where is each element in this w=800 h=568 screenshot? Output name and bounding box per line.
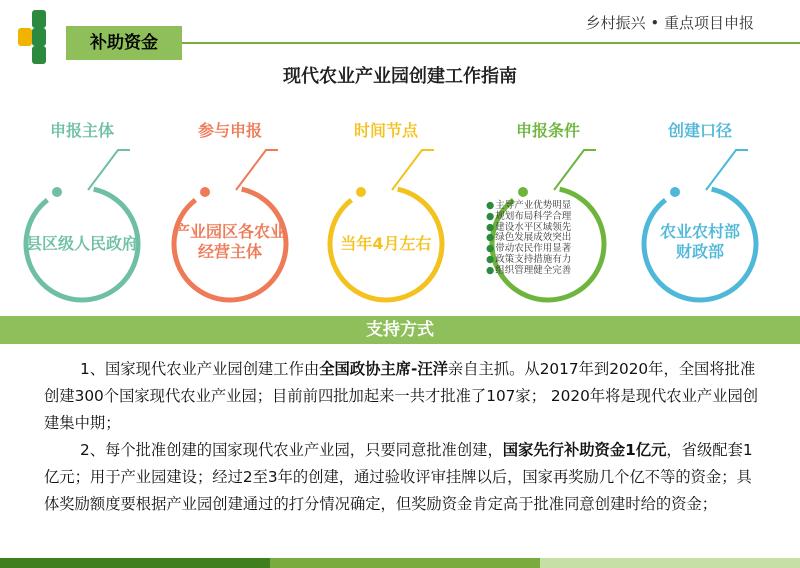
list-item: ●建设水平区域领先	[486, 221, 572, 233]
header-divider	[182, 42, 800, 44]
connector-line	[392, 150, 434, 190]
brand-text: 乡村振兴 • 重点项目申报	[585, 14, 754, 32]
list-item: ●主导产业优势明显	[486, 200, 572, 211]
item-scope	[630, 118, 770, 308]
circle-graphic	[630, 118, 770, 308]
footer-bar	[0, 558, 800, 568]
item-text: 农业农村部	[659, 222, 740, 241]
circle-graphic	[316, 118, 456, 308]
connector-line	[88, 150, 130, 190]
item-label: 申报主体	[49, 121, 114, 140]
list-item: ●组织管理健全完善	[486, 264, 572, 276]
item-text-2: 财政部	[675, 242, 724, 261]
support-header: 支持方式	[0, 316, 800, 344]
ring-dot	[52, 187, 62, 197]
item-conditions	[478, 118, 618, 308]
list-item: ●规划布局科学合理	[486, 210, 572, 222]
ring-dot	[518, 187, 528, 197]
conditions-list	[486, 201, 594, 277]
item-text-2: 经营主体	[197, 242, 262, 261]
item-text: 县区级人民政府	[25, 234, 138, 253]
circle-graphic	[160, 118, 300, 308]
circle-graphic	[12, 118, 152, 308]
section-tag: 补助资金	[66, 26, 182, 60]
ring-dot	[670, 187, 680, 197]
paragraph-1: 1、国家现代农业产业园创建工作由全国政协主席-汪洋亲自主抓。从2017年到2020年，全国将批准创建300个国家现代农业产业园；目前前四批加起来一共才批准了107家； 2020年将是现代农业产业园创建集中期；	[44, 360, 759, 432]
item-text: 当年4月左右	[340, 234, 432, 253]
brand-logo	[0, 0, 60, 70]
connector-line	[706, 150, 748, 190]
ring-dot	[200, 187, 210, 197]
connector-line	[236, 150, 278, 190]
paragraph-2: 2、每个批准创建的国家现代农业产业园，只要同意批准创建，国家先行补助资金1亿元，省级配套1亿元；用于产业园建设；经过2至3年的创建，通过验收评审挂牌以后，国家再奖励几个亿不等的资金；具体奖励额度要根据产业园创建通过的打分情况确定，但奖励资金肯定高于批准同意创建时给的资金；	[44, 441, 753, 513]
item-label: 时间节点	[353, 121, 418, 140]
item-applicant	[12, 118, 152, 308]
item-label: 创建口径	[667, 121, 732, 140]
list-item: ●政策支持措施有力	[486, 253, 572, 265]
page-title: 现代农业产业园创建工作指南	[283, 66, 517, 87]
support-content	[44, 356, 764, 518]
item-text: 产业园区各农业	[173, 222, 286, 241]
list-item: ●绿色发展成效突出	[486, 232, 572, 244]
item-label: 参与申报	[197, 121, 262, 140]
item-label: 申报条件	[515, 121, 580, 140]
ring-dot	[356, 187, 366, 197]
item-participants	[160, 118, 300, 308]
item-timeline	[316, 118, 456, 308]
list-item: ●带动农民作用显著	[486, 243, 572, 255]
connector-line	[554, 150, 596, 190]
